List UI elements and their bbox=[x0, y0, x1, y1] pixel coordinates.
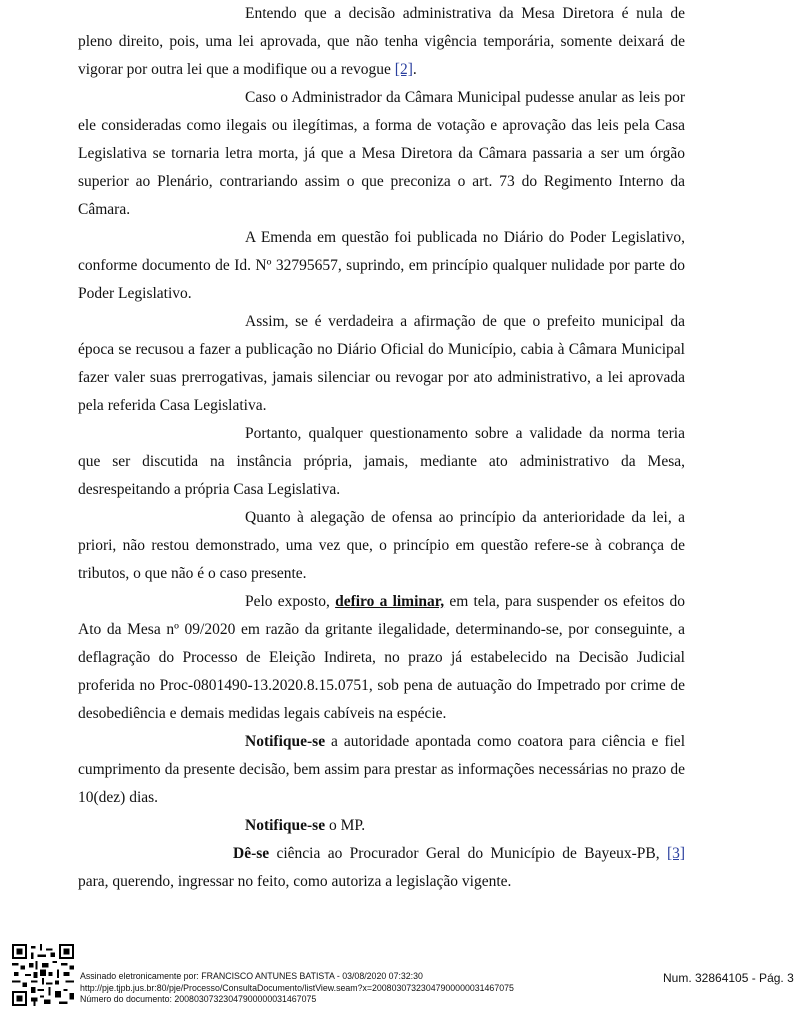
decision-highlight: defiro a liminar, bbox=[335, 593, 445, 610]
signed-by: Assinado eletronicamente por: FRANCISCO ANTUNES BATISTA - 03/08/2020 07:32:30 bbox=[80, 971, 423, 981]
paragraph-decision bbox=[78, 588, 685, 728]
page-number: Num. 32864105 - Pág. 3 bbox=[663, 971, 794, 985]
paragraph-amendment: A Emenda em questão foi publicada no Diário do Poder Legislativo, conforme documento de Id. Nº 32795657, suprindo, em princípio qualquer nulidade por parte do Poder Legislativo. bbox=[78, 229, 685, 302]
paragraph-text: Pelo exposto, bbox=[245, 593, 330, 610]
paragraph-notify-mp bbox=[78, 812, 685, 840]
paragraph-attorney bbox=[78, 840, 685, 896]
document-url[interactable]: http://pje.tjpb.jus.br:80/pje/Processo/ConsultaDocumento/listView.seam?x=20080307323047900000031467075 bbox=[80, 982, 514, 993]
paragraph-text: Entendo que a decisão administrativa da Mesa Diretora é nula de pleno direito, pois, uma lei aprovada, que não tenha vigência temporária, somente deixará de vigorar por outra lei que a modifique ou a revogue bbox=[78, 5, 685, 78]
paragraph-anteriority: Quanto à alegação de ofensa ao princípio da anterioridade da lei, a priori, não restou demonstrado, uma vez que, o princípio em questão refere-se à cobrança de tributos, o que não é o caso presente. bbox=[78, 509, 685, 582]
footnote-link-2[interactable]: [2] bbox=[394, 61, 413, 78]
paragraph-text: em tela, para suspender os efeitos do Ato da Mesa nº 09/2020 em razão da gritante ilegalidade, determinando-se, por conseguinte, a deflagração do Processo de Eleição Indireta, no prazo já estabelecido na Decisão Judicial proferida no Proc-0801490-13.2020.8.15.0751, sob pena de autuação do Impetrado por crime de desobediência e demais medidas legais cabíveis na espécie. bbox=[78, 593, 686, 722]
notify-label: Notifique-se bbox=[245, 733, 326, 750]
paragraph-text: a autoridade apontada como coatora para ciência e fiel cumprimento da presente decisão, bem assim para prestar as informações necessárias no prazo de 10(dez) dias. bbox=[78, 733, 685, 806]
qr-code-icon bbox=[12, 944, 74, 1006]
paragraph-end: . bbox=[412, 61, 417, 78]
signature-info bbox=[80, 971, 514, 1006]
paragraph-validity: Portanto, qualquer questionamento sobre a validade da norma teria que ser discutida na instância própria, jamais, mediante ato administrativo da Mesa, desrespeitando a própria Casa Legislativa. bbox=[78, 425, 685, 498]
notify-label: Notifique-se bbox=[245, 817, 326, 834]
paragraph-notify-authority bbox=[78, 728, 685, 812]
paragraph-publication: Assim, se é verdadeira a afirmação de que o prefeito municipal da época se recusou a fazer a publicação no Diário Oficial do Município, cabia à Câmara Municipal fazer valer suas prerrogativas, jamais silenciar ou revogar por ato administrativo, a lei aprovada pela referida Casa Legislativa. bbox=[78, 313, 685, 414]
paragraph-nullity bbox=[78, 0, 685, 84]
paragraph-text: ciência ao Procurador Geral do Município de Bayeux-PB, bbox=[276, 845, 660, 862]
paragraph-administrator: Caso o Administrador da Câmara Municipal pudesse anular as leis por ele consideradas como ilegais ou ilegítimas, a forma de votação e aprovação das leis pela Casa Legislativa se tornaria letra morta, já que a Mesa Diretora da Câmara passaria a ser um órgão superior ao Plenário, contrariando assim o que preconiza o art. 73 do Regimento Interno da Câmara. bbox=[78, 89, 685, 218]
document-number: Número do documento: 20080307323047900000031467075 bbox=[80, 994, 317, 1004]
paragraph-text: o MP. bbox=[328, 817, 366, 834]
notify-label: Dê-se bbox=[233, 845, 270, 862]
paragraph-text: para, querendo, ingressar no feito, como autoriza a legislação vigente. bbox=[78, 873, 512, 890]
signature-footer bbox=[0, 938, 804, 1024]
footnote-link-3[interactable]: [3] bbox=[666, 845, 686, 862]
